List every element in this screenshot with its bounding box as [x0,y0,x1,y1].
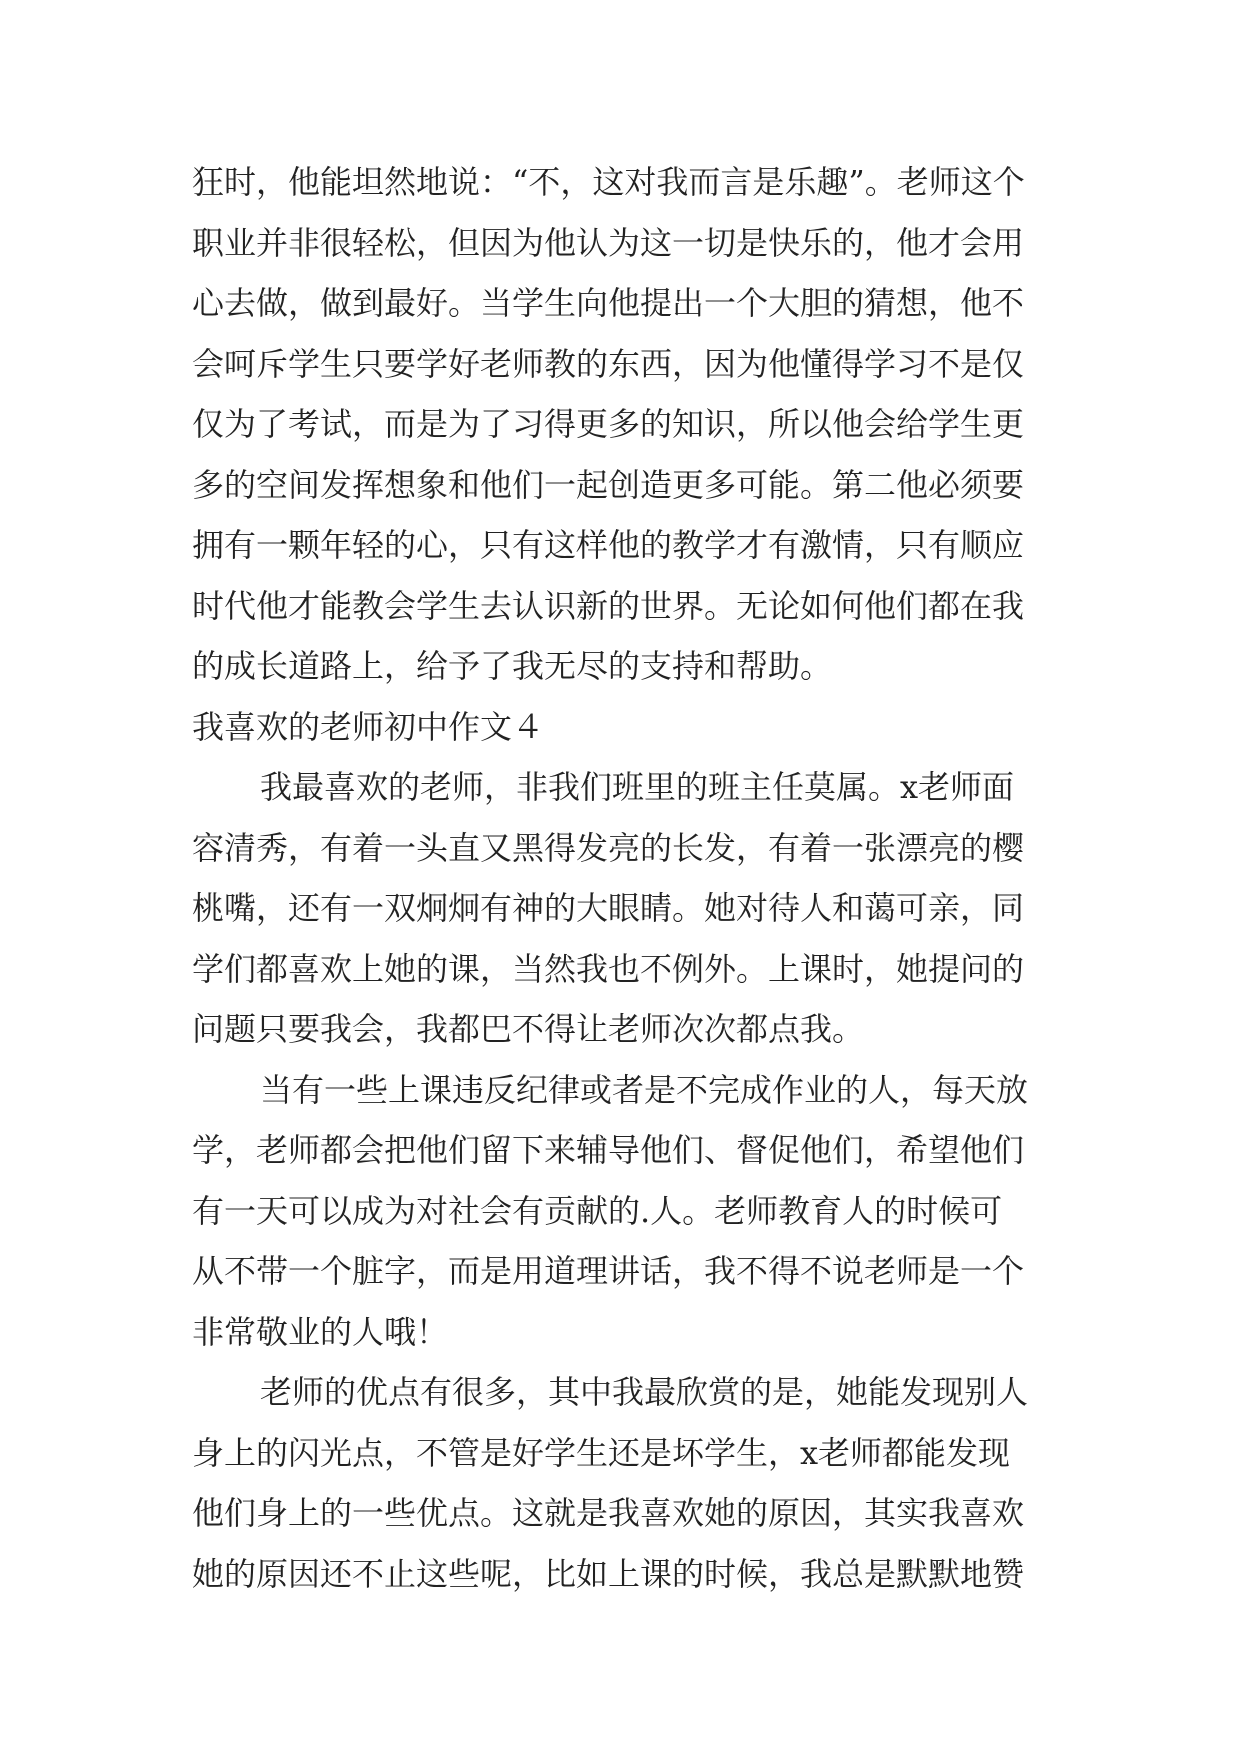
text-line: 有一天可以成为对社会有贡献的.人。老师教育人的时候可 [192,1191,1003,1230]
essay-text [192,152,1062,1604]
text-line: 她的原因还不止这些呢，比如上课的时候，我总是默默地赞 [192,1554,1025,1593]
text-line: 拥有一颗年轻的心，只有这样他的教学才有激情，只有顺应 [192,526,1025,564]
text-line: 我最喜欢的老师，非我们班里的班主任莫属。x老师面 [260,768,1015,806]
text-line: 当有一些上课违反纪律或者是不完成作业的人，每天放 [260,1070,1029,1109]
text-line: 学们都喜欢上她的课，当然我也不例外。上课时，她提问的 [192,949,1025,988]
text-line: 的成长道路上，给予了我无尽的支持和帮助。 [192,647,833,685]
text-line: 身上的闪光点，不管是好学生还是坏学生，x老师都能发现 [192,1433,1011,1472]
text-line: 非常敬业的人哦！ [192,1312,449,1351]
text-line: 他们身上的一些优点。这就是我喜欢她的原因，其实我喜欢 [192,1494,1025,1532]
text-line: 问题只要我会，我都巴不得让老师次次都点我。 [192,1010,865,1048]
text-line: 会呵斥学生只要学好老师教的东西，因为他懂得学习不是仅 [192,344,1025,383]
text-line: 心去做，做到最好。当学生向他提出一个大胆的猜想，他不 [192,284,1025,322]
text-line: 老师的优点有很多，其中我最欣赏的是，她能发现别人 [260,1373,1029,1411]
section-heading: 我喜欢的老师初中作文４ [192,707,545,746]
text-line: 时代他才能教会学生去认识新的世界。无论如何他们都在我 [192,586,1025,625]
text-line: 从不带一个脏字，而是用道理讲话，我不得不说老师是一个 [192,1252,1025,1290]
text-line: 桃嘴，还有一双炯炯有神的大眼睛。她对待人和蔼可亲，同 [192,889,1025,927]
text-line: 容清秀，有着一头直又黑得发亮的长发，有着一张漂亮的樱 [192,828,1025,867]
text-line: 多的空间发挥想象和他们一起创造更多可能。第二他必须要 [192,465,1025,504]
text-line: 学，老师都会把他们留下来辅导他们、督促他们，希望他们 [192,1131,1025,1169]
text-line: 狂时，他能坦然地说：“不，这对我而言是乐趣”。老师这个 [192,163,1025,201]
text-line: 仅为了考试，而是为了习得更多的知识，所以他会给学生更 [192,405,1025,443]
text-line: 职业并非很轻松，但因为他认为这一切是快乐的，他才会用 [192,223,1025,262]
